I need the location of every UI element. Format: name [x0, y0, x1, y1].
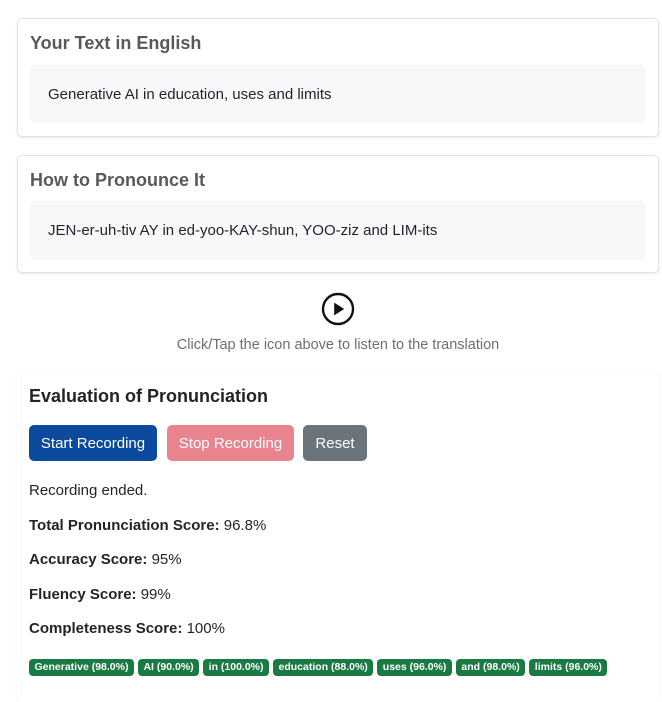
english-card-title: Your Text in English [30, 33, 202, 53]
accuracy-score-value: 95% [151, 551, 182, 568]
fluency-score-line [29, 586, 171, 603]
word-score-badge: in (100.0%) [203, 659, 269, 676]
accuracy-score-label: Accuracy Score: [29, 551, 148, 568]
pronunciation-text: JEN-er-uh-tiv AY in ed-yoo-KAY-shun, YOO-ziz and LIM-its [48, 222, 438, 239]
total-score-value: 96.8% [223, 517, 267, 534]
completeness-score-line [29, 620, 225, 637]
total-score-label: Total Pronunciation Score: [29, 517, 220, 534]
english-text-box [30, 65, 646, 123]
fluency-score-value: 99% [140, 586, 171, 603]
english-text-card [17, 18, 659, 137]
reset-button[interactable]: Reset [303, 425, 367, 461]
pronunciation-card [17, 155, 659, 273]
recording-status: Recording ended. [29, 482, 148, 499]
pronunciation-card-title: How to Pronounce It [30, 170, 205, 190]
play-button[interactable] [320, 292, 356, 328]
word-score-badge: Generative (98.0%) [29, 659, 134, 676]
start-recording-button[interactable]: Start Recording [29, 425, 157, 461]
evaluation-panel [17, 372, 659, 702]
total-score-line [29, 517, 266, 534]
word-score-badge: uses (96.0%) [377, 659, 452, 676]
pronunciation-text-box [30, 201, 646, 260]
word-score-badge: AI (90.0%) [138, 659, 199, 676]
play-caption: Click/Tap the icon above to listen to the translation [176, 337, 500, 353]
english-text: Generative AI in education, uses and limits [48, 85, 332, 103]
accuracy-score-line [29, 551, 182, 568]
fluency-score-label: Fluency Score: [29, 586, 137, 603]
play-circle-icon[interactable] [320, 292, 356, 328]
word-score-badge: limits (96.0%) [529, 659, 607, 676]
word-score-badge: education (88.0%) [273, 659, 373, 676]
stop-recording-button[interactable]: Stop Recording [167, 425, 294, 461]
completeness-score-label: Completeness Score: [29, 620, 183, 637]
evaluation-title: Evaluation of Pronunciation [29, 386, 269, 406]
completeness-score-value: 100% [186, 620, 225, 637]
word-score-badge: and (98.0%) [456, 659, 525, 676]
word-score-badges [29, 659, 607, 676]
